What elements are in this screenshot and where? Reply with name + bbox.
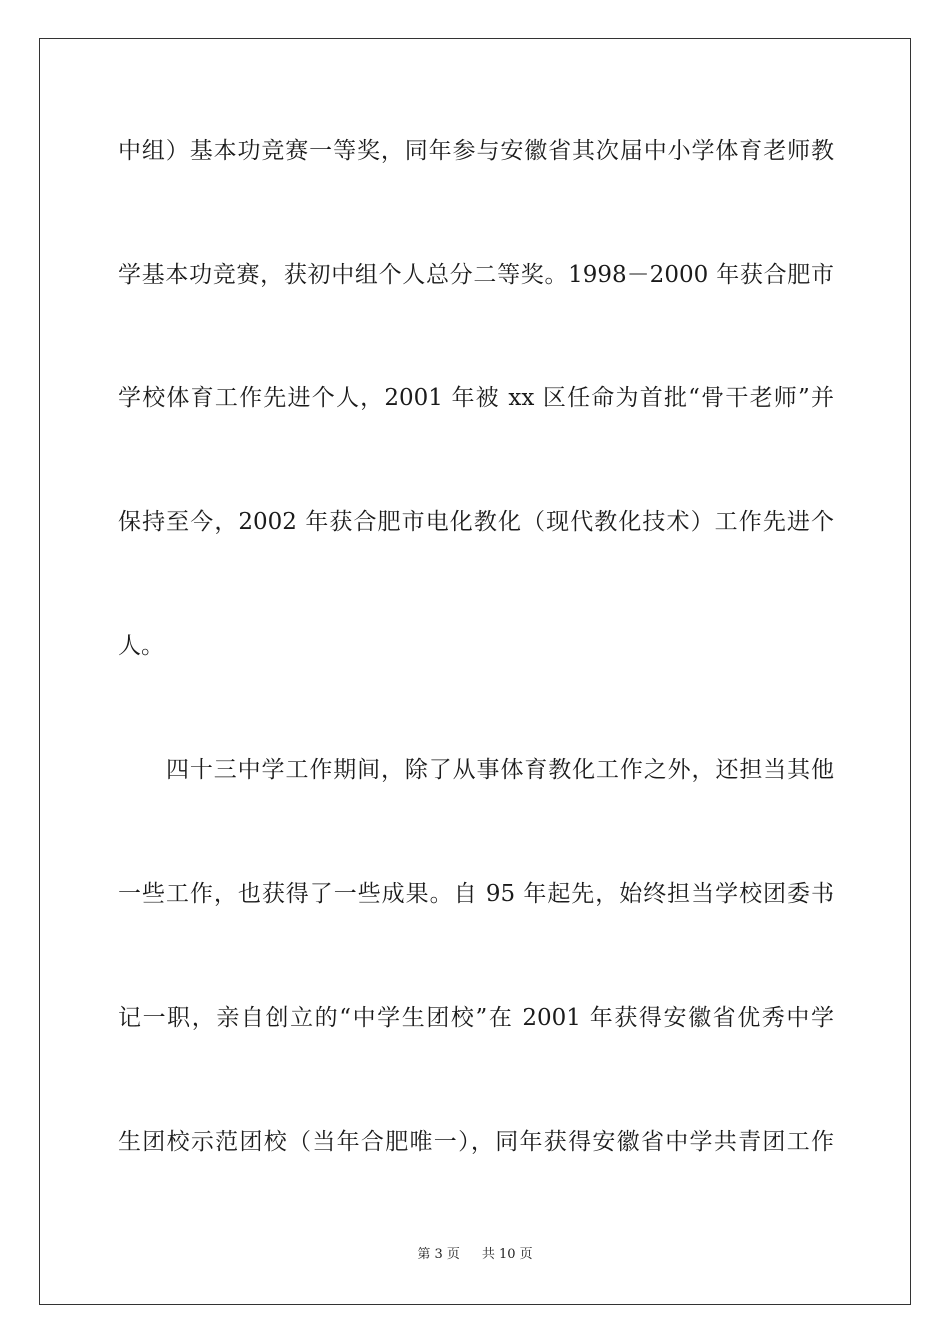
page-number: 第 3 页 <box>417 1247 460 1262</box>
page-border <box>39 38 911 1305</box>
page-footer <box>0 1245 950 1265</box>
body-line-9: 生团校示范团校（当年合肥唯一），同年获得安徽省中学共青团工作 <box>118 1129 834 1155</box>
body-line-1: 中组）基本功竞赛一等奖，同年参与安徽省其次届中小学体育老师教 <box>118 138 834 164</box>
body-line-2: 学基本功竞赛，获初中组个人总分二等奖。1998－2000 年获合肥市 <box>118 262 834 288</box>
body-line-7: 一些工作，也获得了一些成果。自 95 年起先，始终担当学校团委书 <box>118 881 834 907</box>
body-line-8: 记一职，亲自创立的“中学生团校”在 2001 年获得安徽省优秀中学 <box>118 1005 834 1031</box>
body-line-4: 保持至今，2002 年获合肥市电化教化（现代教化技术）工作先进个 <box>118 509 834 535</box>
page-total: 共 10 页 <box>481 1247 533 1262</box>
body-line-5: 人。 <box>118 633 164 659</box>
body-line-6: 四十三中学工作期间，除了从事体育教化工作之外，还担当其他 <box>166 757 834 783</box>
body-line-3: 学校体育工作先进个人，2001 年被 xx 区任命为首批“骨干老师”并 <box>118 385 834 411</box>
